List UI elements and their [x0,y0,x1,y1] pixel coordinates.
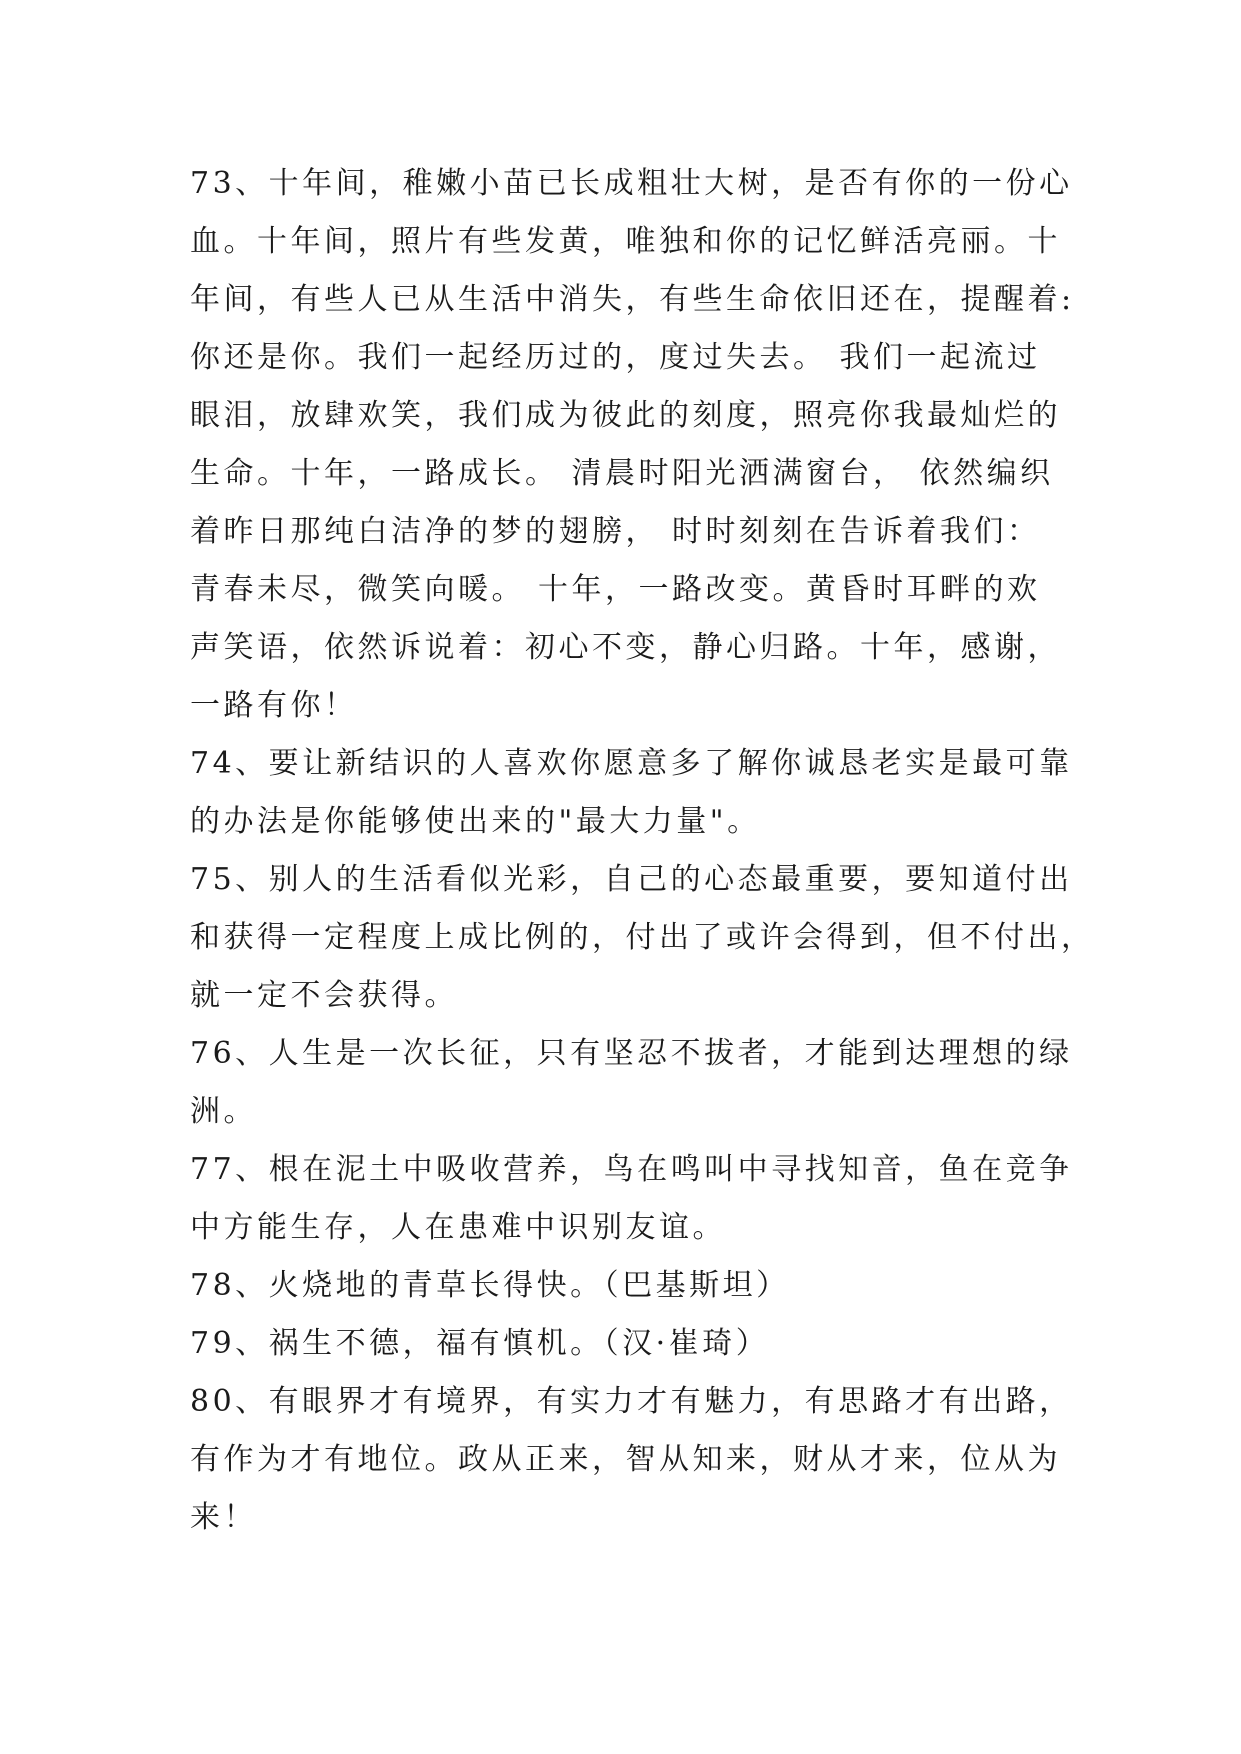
text-line: 76、人生是一次长征，只有坚忍不拔者，才能到达理想的绿 [190,1036,1073,1071]
text-line: 青春未尽，微笑向暖。 十年，一路改变。黄昏时耳畔的欢 [190,572,1041,607]
text-line: 73、十年间，稚嫩小苗已长成粗壮大树，是否有你的一份心 [190,166,1073,201]
text-line: 声笑语，依然诉说着：初心不变，静心归路。十年，感谢， [190,630,1061,665]
text-line: 中方能生存，人在患难中识别友谊。 [190,1210,726,1245]
text-line: 和获得一定程度上成比例的，付出了或许会得到，但不付出， [190,920,1095,955]
text-line: 生命。十年，一路成长。 清晨时阳光洒满窗台， 依然编织 [190,456,1054,491]
text-line: 75、别人的生活看似光彩，自己的心态最重要，要知道付出 [190,862,1073,897]
text-line: 血。十年间，照片有些发黄，唯独和你的记忆鲜活亮丽。十 [190,224,1061,259]
text-line: 的办法是你能够使出来的"最大力量"。 [190,804,761,839]
text-line: 77、根在泥土中吸收营养，鸟在鸣叫中寻找知音，鱼在竞争 [190,1152,1073,1187]
text-line: 洲。 [190,1094,257,1129]
text-line: 来！ [190,1500,257,1535]
text-line: 79、祸生不德，福有慎机。（汉·崔琦） [190,1326,770,1361]
text-line: 一路有你！ [190,688,358,723]
text-line: 你还是你。我们一起经历过的，度过失去。 我们一起流过 [190,340,1041,375]
text-line: 就一定不会获得。 [190,978,458,1013]
document-body [190,155,1095,1547]
text-line: 80、有眼界才有境界，有实力才有魅力，有思路才有出路， [190,1384,1073,1419]
text-line: 有作为才有地位。政从正来，智从知来，财从才来，位从为 [190,1442,1061,1477]
text-line: 74、要让新结识的人喜欢你愿意多了解你诚恳老实是最可靠 [190,746,1073,781]
text-line: 年间，有些人已从生活中消失，有些生命依旧还在，提醒着: [190,282,1075,317]
text-line: 着昨日那纯白洁净的梦的翅膀， 时时刻刻在告诉着我们： [190,514,1041,549]
text-line: 眼泪，放肆欢笑，我们成为彼此的刻度，照亮你我最灿烂的 [190,398,1061,433]
text-line: 78、火烧地的青草长得快。（巴基斯坦） [190,1268,790,1303]
